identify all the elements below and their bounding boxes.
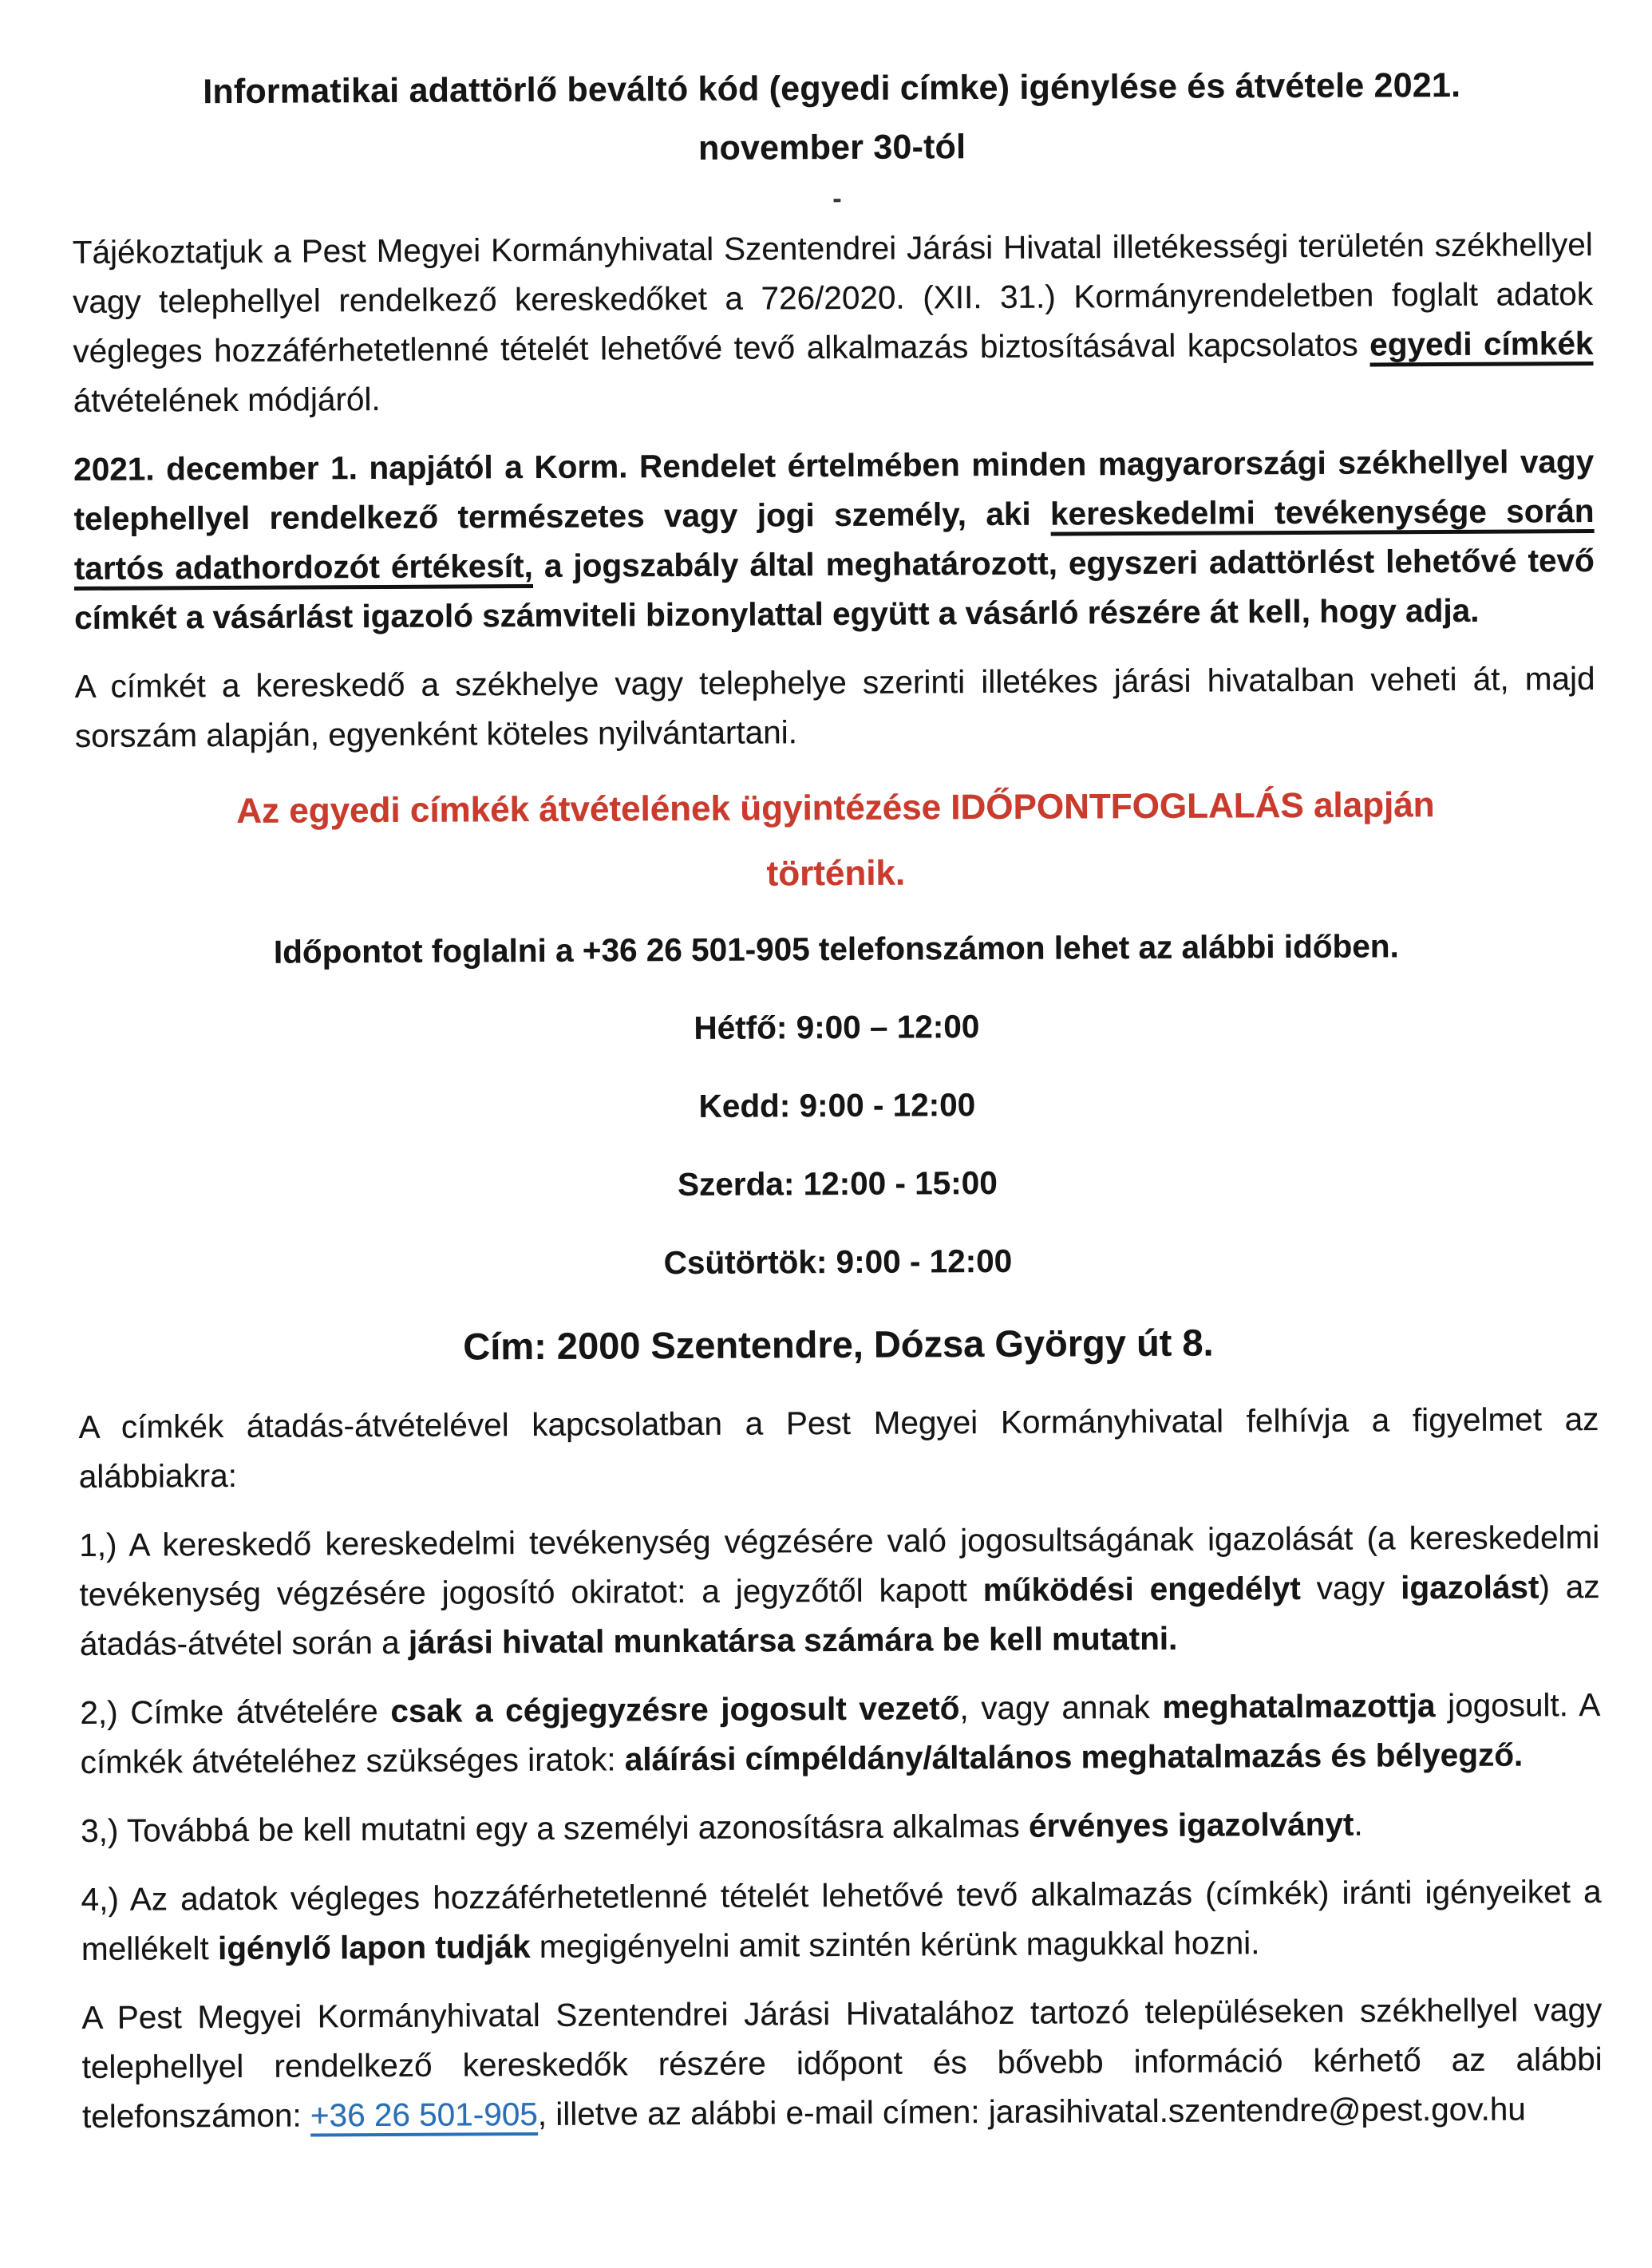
appointment-heading: Az egyedi címkék átvételének ügyintézése IDŐPONTFOGLALÁS alapján történik. (236, 785, 1435, 894)
text-segment: igénylő lapon tudják (217, 1928, 531, 1967)
text-segment: 2,) Címke átvételére (80, 1692, 391, 1731)
text-segment: igazolást (1401, 1568, 1539, 1606)
text-segment: 3,) Továbbá be kell mutatni egy a személyi azonosításra alkalmas (81, 1807, 1030, 1849)
text-segment: Tájékoztatjuk a Pest Megyei Kormányhivatal Szentendrei Járási Hivatal illetékességi területén székhellyel vagy telephellyel rendelkező kereskedőket a 726/2020. (XII. 31.) Kormányrendeletben foglalt adatok végleges hozzáférhetetlenné tételét lehetővé tevő alkalmazás biztosításával kapcsolatos (72, 226, 1594, 369)
document-title: Informatikai adattörlő beváltó kód (egyedi címke) igénylése és átvétele 2021. november 30-tól (203, 65, 1461, 168)
closing-paragraph (81, 1985, 1603, 2141)
booking-info-line: Időpontot foglalni a +36 26 501-905 telefonszámon lehet az alábbi időben. (273, 927, 1399, 970)
text-segment: A címkék átadás-átvételével kapcsolatban a Pest Megyei Kormányhivatal felhívja a figyelmet az alábbiakra: (78, 1401, 1599, 1495)
scan-dash-artifact: - (832, 183, 842, 215)
text-segment: megigényelni amit szintén kérünk magukkal hozni. (530, 1924, 1260, 1966)
schedule-list (77, 998, 1599, 1290)
text-segment: átvételének módjáról. (73, 380, 381, 419)
text-segment: , vagy annak (959, 1688, 1163, 1727)
text-segment: a jogszabály által meghatározott, egyszeri adattörlést lehetővé tevő címkét a vásárlást igazoló számviteli bizonylattal együtt a vásárló részére át kell, hogy adja. (74, 542, 1595, 636)
text-segment: érvényes igazolványt (1028, 1805, 1354, 1844)
text-segment: vagy (1300, 1569, 1401, 1606)
text-segment: , illetve az alábbi e-mail címen: jarasihivatal.szentendre@pest.gov.hu (537, 2090, 1526, 2132)
schedule-thursday: Csütörtök: 9:00 - 12:00 (663, 1242, 1013, 1282)
text-segment: működési engedélyt (982, 1569, 1301, 1609)
text-segment: 4,) Az adatok végleges hozzáférhetetlenné tételét lehetővé tevő alkalmazás (címkék) iránti igényeiket a mellékelt (81, 1872, 1602, 1967)
text-segment: aláírási címpéldány/általános meghatalmazás és bélyegző. (624, 1736, 1524, 1778)
text-segment: csak a cégjegyzésre jogosult vezető (390, 1689, 960, 1729)
schedule-wednesday: Szerda: 12:00 - 15:00 (677, 1164, 998, 1203)
text-segment: ) az átadás-átvétel során a (79, 1568, 1600, 1662)
point-2 (80, 1680, 1601, 1787)
address-line: Cím: 2000 Szentendre, Dózsa György út 8. (463, 1321, 1214, 1368)
point-3 (81, 1798, 1601, 1855)
scanned-content (72, 55, 1603, 2141)
intro-paragraph (73, 219, 1594, 425)
pickup-paragraph (74, 654, 1595, 761)
text-segment: egyedi címkék (1369, 325, 1593, 366)
text-segment: 1,) A kereskedő kereskedelmi tevékenység végzésére való jogosultságának igazolását (a kereskedelmi tevékenység végzésére jogosító okiratot: a jegyzőtől kapott (79, 1519, 1600, 1613)
text-segment: A Pest Megyei Kormányhivatal Szentendrei Járási Hivatalához tartozó településeken székhellyel vagy telephellyel rendelkező kereskedők részére időpont és bővebb információ kérhető az alábbi telefonszámon: (81, 1990, 1603, 2135)
text-segment: . (1354, 1805, 1363, 1843)
text-segment: kereskedelmi tevékenysége során tartós adathordozót értékesít, (74, 492, 1595, 591)
decree-paragraph (73, 437, 1595, 642)
text-segment: 2021. december 1. napjától a Korm. Rendelet értelmében minden magyarországi székhellyel vagy telephellyel rendelkező természetes vagy jogi személy, aki (73, 443, 1595, 537)
schedule-monday: Hétfő: 9:00 – 12:00 (694, 1008, 980, 1046)
attention-paragraph (78, 1394, 1599, 1501)
phone-link[interactable]: +36 26 501-905 (310, 2096, 538, 2136)
schedule-tuesday: Kedd: 9:00 - 12:00 (698, 1086, 976, 1124)
point-1 (79, 1512, 1600, 1669)
point-4 (81, 1867, 1602, 1974)
text-segment: jogosult. A címkék átvételéhez szükséges iratok: (80, 1685, 1601, 1780)
text-segment: A címkét a kereskedő a székhelye vagy telephelye szerinti illetékes járási hivatalban veheti át, majd sorszám alapján, egyenként köteles nyilvántartani. (74, 660, 1595, 754)
text-segment: meghatalmazottja (1162, 1687, 1436, 1725)
text-segment: járási hivatal munkatársa számára be kell mutatni. (408, 1619, 1178, 1661)
